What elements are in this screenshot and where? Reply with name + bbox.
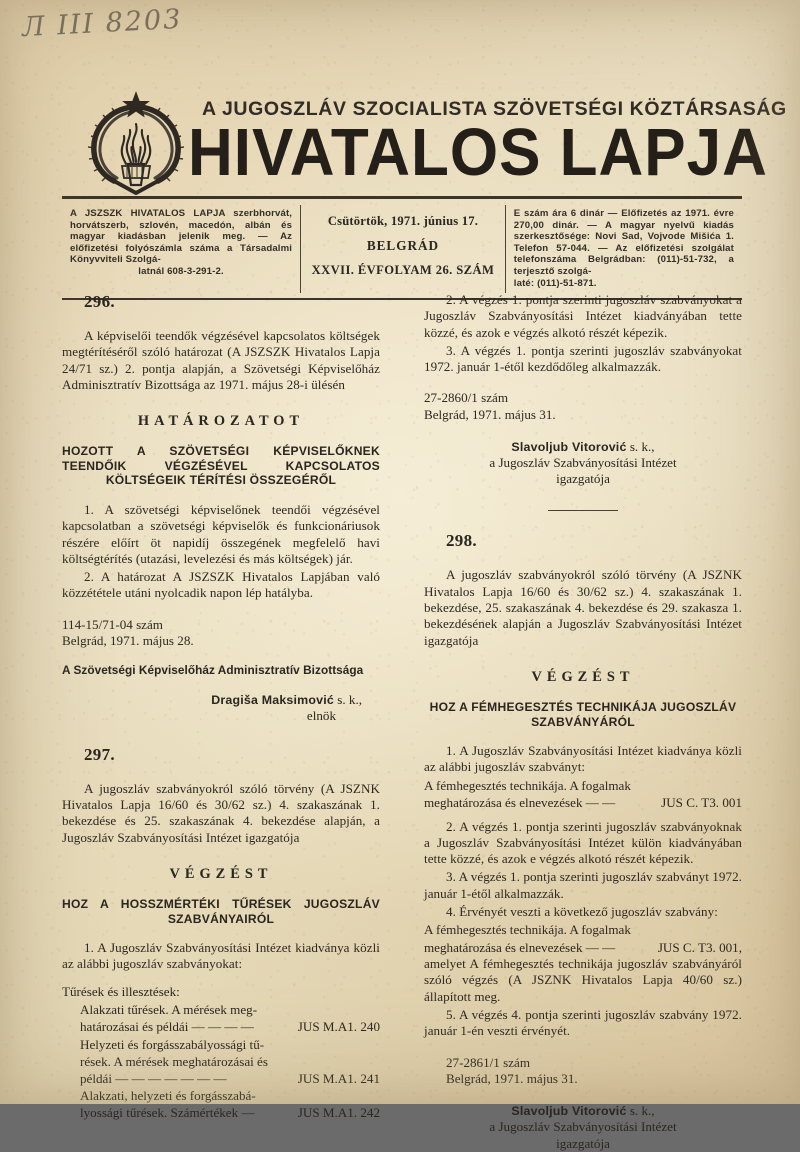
section-296 <box>62 292 380 725</box>
section-296-organization: A Szövetségi Képviselőház Adminisztratív Bizottsága <box>62 662 364 677</box>
section-297-number: 297. <box>84 744 115 764</box>
standard-code: JUS M.A1. 242 <box>297 1105 380 1121</box>
section-298-doctype: VÉGZÉST <box>531 668 635 685</box>
section-298-point-1: 1. A Jugoszláv Szabványosítási Intézet kiadványa közli az alábbi jugoszláv szabványt: <box>424 743 742 775</box>
section-298 <box>424 531 742 1152</box>
section-297-ref-place: Belgrád, 1971. május 31. <box>424 407 556 423</box>
body-columns <box>62 292 742 1152</box>
standard-desc-line: Alakzati, helyzeti és forgásszabá- <box>80 1088 256 1104</box>
section-296-point-1: 1. A szövetségi képviselőnek teendői végzésével kapcsolatban a szövetségi képviselők és funkcionáriusok részére előírt öt napidíj összegének megfelelő havi költségtérítés (utazási, levelezési és más költségek) jár. <box>62 501 380 566</box>
section-298-ref-number: 27-2861/1 szám <box>446 1054 531 1070</box>
standard-desc-line: példái — — — — — — — <box>80 1070 227 1086</box>
standard-code-row <box>62 1018 380 1035</box>
section-298-point-2: 2. A végzés 1. pontja szerinti jugoszláv szabványoknak a Jugoszláv Szabványosítási Intézet külön kiadványában tette közzé, és azok e végzés alkotó részét képezik. <box>424 818 742 867</box>
section-298-intro: A jugoszláv szabványokról szóló törvény (A JSZNK Hivatalos Lapja 16/60 és 30/62 sz.) 4. szakaszának 1. bekezdése, 25. szakaszának 4. bekezdése és 29. szakasza 1. bekezdésének alapján a Jugoszláv Szabványosítási Intézet igazgatója <box>424 567 742 648</box>
masthead-publication-info <box>62 205 301 293</box>
section-296-signature <box>62 692 380 725</box>
section-296-point-2: 2. A határozat A JSZSZK Hivatalos Lapjában való közzététele utáni nyolcadik napon lép hatályba. <box>62 569 380 601</box>
section-296-doctitle: HOZOTT A SZÖVETSÉGI KÉPVISELŐKNEK TEENDŐIK VÉGZÉSÉVEL KAPCSOLATOS KÖLTSÉGEIK TÉRÍTÉSI ÖSSZEGÉRŐL <box>62 444 380 488</box>
section-298-point-5: 5. A végzés 4. pontja szerinti jugoszláv szabvány 1972. január 1-én veszti érvényét. <box>424 1007 742 1039</box>
right-column <box>424 292 742 1152</box>
section-298-standard-line-1: A fémhegesztés technikája. A fogalmak <box>424 777 631 793</box>
section-296-signature-title: elnök <box>306 708 336 724</box>
masthead-issue-info <box>301 205 506 293</box>
section-296-ref-place: Belgrád, 1971. május 28. <box>62 633 194 649</box>
section-297-continued <box>424 292 742 488</box>
section-297-doctype: VÉGZÉST <box>169 865 273 882</box>
section-298-ref-place: Belgrád, 1971. május 31. <box>446 1071 578 1087</box>
section-296-signature-suffix: s. k., <box>337 691 362 707</box>
left-column <box>62 292 380 1152</box>
section-298-signature-title-line-2: igazgatója <box>556 1135 610 1151</box>
standard-desc-line: határozásai és példái — — — — <box>80 1019 254 1035</box>
publication-account-number: latnál 608-3-291-2. <box>138 265 224 277</box>
section-297-signature-title-line-2: igazgatója <box>556 471 610 487</box>
handwritten-annotation: Л III 8203 <box>21 3 184 44</box>
section-297-signature-name: Slavoljub Vitorović <box>511 439 627 454</box>
section-297 <box>62 745 380 1122</box>
subscription-phone: laté: (011)-51-871. <box>513 277 597 289</box>
masthead <box>62 86 787 300</box>
section-298-signature-title-line-1: a Jugoszláv Szabványosítási Intézet <box>489 1119 677 1135</box>
section-298-revoked-standard-line-2: meghatározása és elnevezések — — <box>424 939 616 955</box>
section-296-signature-name: Dragiša Maksimović <box>211 692 334 707</box>
section-298-point-4-intro: 4. Érvényét veszti a következő jugoszláv szabvány: <box>446 904 718 920</box>
section-298-revoked-code: JUS C. T3. 001, <box>657 939 742 955</box>
standard-desc-line: rések. A mérések meghatározásai és <box>80 1053 268 1069</box>
issue-city: BELGRÁD <box>366 238 440 253</box>
section-297-list-header: Tűrések és illesztések: <box>62 983 180 999</box>
section-297-doctitle: HOZ A HOSSZMÉRTÉKI TŰRÉSEK JUGOSZLÁV SZABVÁNYAIRÓL <box>62 896 380 926</box>
section-298-doctitle: HOZ A FÉMHEGESZTÉS TECHNIKÁJA JUGOSZLÁV SZABVÁNYÁRÓL <box>429 699 737 729</box>
standard-desc-line: lyossági tűrések. Számértékek — <box>80 1105 255 1121</box>
subscription-info-text: E szám ára 6 dinár — Előfizetés az 1971. évre 270,00 dinár. — A magyar nyelvű kiadás szerkesztősége: Novi Sad, Vojvode Mišića 1. Telefon 57-044. — Az előfizetési szolgálat telefonszáma Belgrádban: (011)-51-732, a terjesztő szolgá- <box>513 208 734 277</box>
standard-desc-line: Alakzati tűrések. A mérések meg- <box>80 1002 258 1018</box>
issue-date: Csütörtök, 1971. június 17. <box>327 214 479 228</box>
section-297-point-1: 1. A Jugoszláv Szabványosítási Intézet kiadványa közli az alábbi jugoszláv szabványokat: <box>62 940 380 972</box>
section-296-doctype: HATÁROZATOT <box>137 413 305 430</box>
section-297-ref-number: 27-2860/1 szám <box>424 390 509 406</box>
standard-code: JUS M.A1. 241 <box>297 1070 380 1086</box>
section-298-signature-suffix: s. k., <box>629 1102 655 1118</box>
section-298-revoked-code-row <box>424 939 742 956</box>
section-divider <box>548 510 618 512</box>
section-297-point-2: 2. A végzés 1. pontja szerinti jugoszláv szabványokat a Jugoszláv Szabványosítási Intézet kiadványában tette közzé, és azok e végzés alkotó részét képezik. <box>424 292 742 340</box>
standard-code-row <box>62 1104 380 1121</box>
section-297-signature-title-line-1: a Jugoszláv Szabványosítási Intézet <box>489 455 677 471</box>
section-298-point-4-cont: amelyet A fémhegesztés technikája jugoszláv szabványáról szóló végzés (A JSZNK Hivatalos Lapja 40/60 sz.) állapított meg. <box>424 956 742 1004</box>
section-296-intro: A képviselői teendők végzésével kapcsolatos költségek megtérítéséről szóló határozat (A JSZSZK Hivatalos Lapja 24/71 sz.) 2. pontja alapján, a Szövetségi Képviselőház Adminisztratív Bizottsága az 1971. május 28-i ülésén <box>62 328 380 392</box>
section-298-standard-line-2: meghatározása és elnevezések — — <box>424 795 616 811</box>
masthead-title: HIVATALOS LAPJA <box>188 115 768 191</box>
section-298-standard-code-row <box>424 794 742 811</box>
masthead-info-strip <box>62 205 742 293</box>
standard-desc-line: Helyzeti és forgásszabályossági tű- <box>80 1036 265 1052</box>
section-296-number: 296. <box>84 292 115 311</box>
section-298-point-3: 3. A végzés 1. pontja szerinti jugoszláv szabványt 1972. január 1-étől alkalmazzák. <box>424 869 742 901</box>
section-297-signature <box>424 439 742 488</box>
issue-volume-number: XXVII. ÉVFOLYAM 26. SZÁM <box>311 263 495 277</box>
section-296-ref-number: 114-15/71-04 szám <box>62 616 163 632</box>
section-297-intro: A jugoszláv szabványokról szóló törvény (A JSZNK Hivatalos Lapja 16/60 és 30/62 sz.) 4. szakaszának 1. bekezdése és 25. szakaszának 4. bekezdése alapján, a Jugoszláv Szabványosítási Intézet igazgatója <box>62 780 380 845</box>
standard-code: JUS M.A1. 240 <box>297 1019 380 1035</box>
section-298-signature-name: Slavoljub Vitorović <box>511 1103 627 1118</box>
section-298-number: 298. <box>446 531 477 551</box>
section-297-signature-suffix: s. k., <box>629 438 655 454</box>
section-298-revoked-standard-line-1: A fémhegesztés technikája. A fogalmak <box>424 922 631 938</box>
standard-entry <box>62 1036 380 1088</box>
section-298-standard-code: JUS C. T3. 001 <box>661 795 742 811</box>
masthead-subscription-info <box>506 205 742 293</box>
section-298-signature <box>424 1103 742 1152</box>
masthead-kicker: A JUGOSZLÁV SZOCIALISTA SZÖVETSÉGI KÖZTÁRSASÁG <box>202 98 787 120</box>
section-297-point-3: 3. A végzés 1. pontja szerinti jugoszláv szabványokat 1972. január 1-étől kezdődőleg alkalmazzák. <box>424 342 742 375</box>
yugoslav-coat-of-arms-icon <box>84 90 188 194</box>
publication-info-text: A JSZSZK HIVATALOS LAPJA szerbhorvát, horvátszerb, szlovén, macedón, albán és magyar kiadásban jelenik meg. — Az előfizetési folyószámla száma a Társadalmi Könyvviteli Szolgá- <box>70 208 293 266</box>
standard-entry <box>62 1001 380 1035</box>
masthead-rule-top <box>62 196 742 199</box>
standard-code-row <box>62 1070 380 1087</box>
standard-entry <box>62 1087 380 1121</box>
